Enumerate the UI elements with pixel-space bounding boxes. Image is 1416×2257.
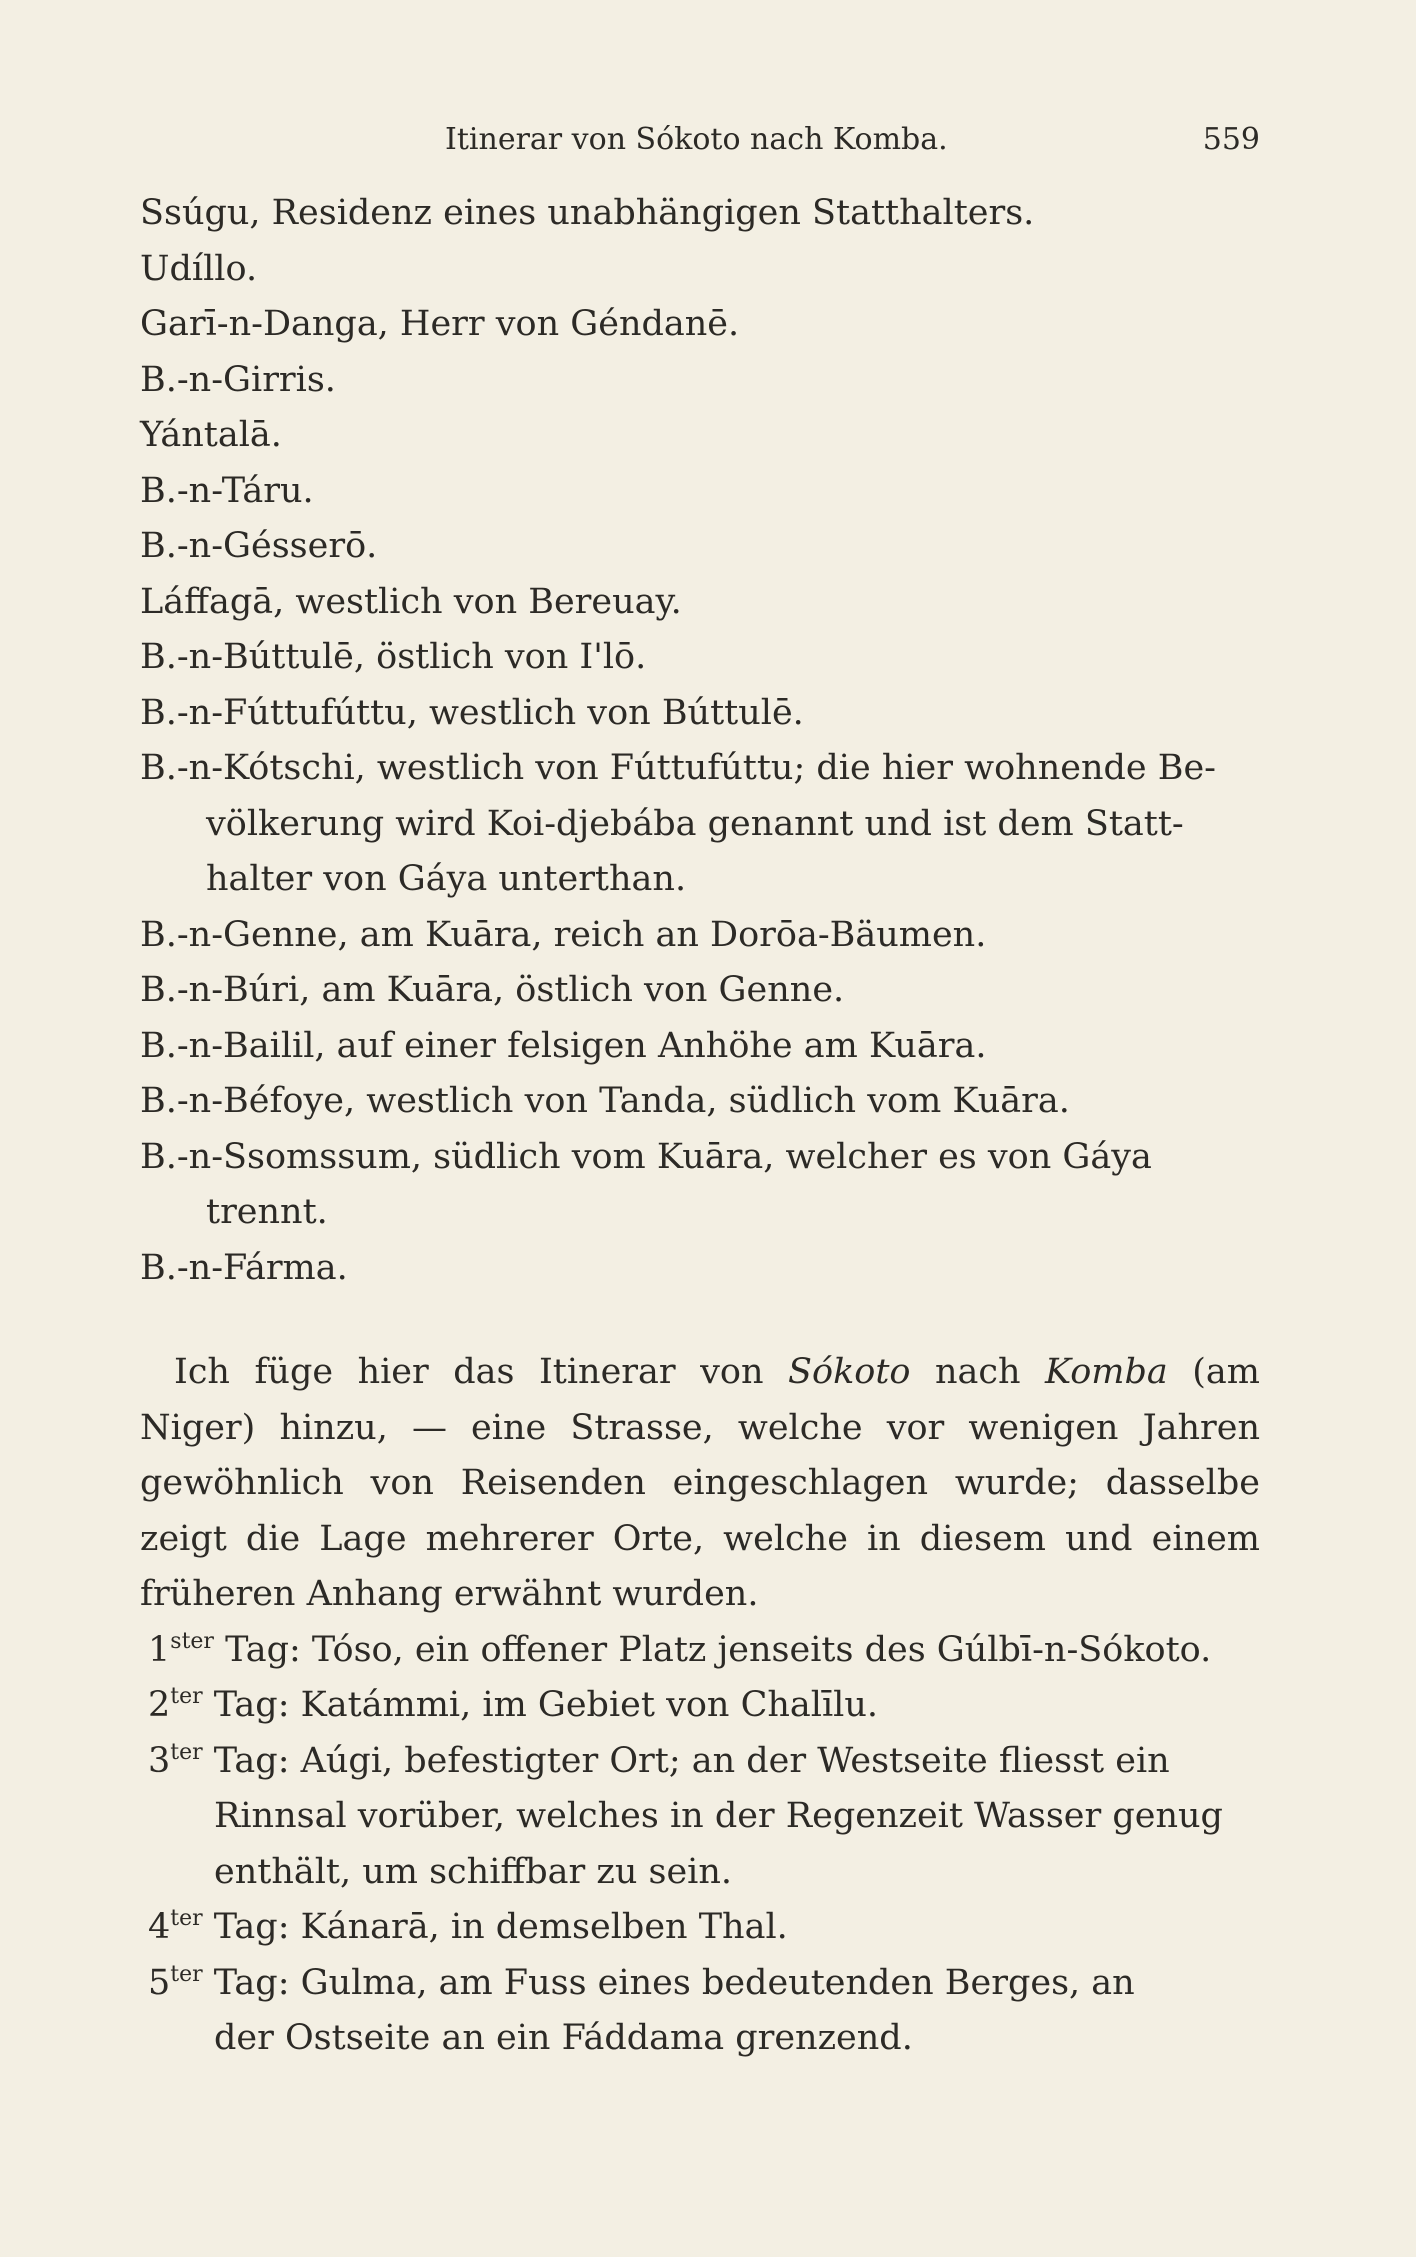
- list-item: Udíllo.: [140, 248, 258, 289]
- list-item: B.-n-Táru.: [140, 470, 314, 511]
- list-item: Yántalā.: [140, 415, 282, 455]
- running-title: Itinerar von Sókoto nach Komba.: [445, 122, 948, 157]
- list-item: B.-n-Genne, am Kuāra, reich an Dorōa-Bäumen.: [140, 914, 987, 955]
- intro-paragraph: Ich füge hier das Itinerar von Sókoto nach Komba (am Niger) hinzu, — eine Strasse, welche vor wenigen Jahren gewöhnlich von Reisenden eingeschlagen wurde; dasselbe zeigt die Lage mehrerer Orte, welche in diesem und einem früheren Anhang erwähnt wurden.: [140, 1352, 1260, 1614]
- list-item: Garī-n-Danga, Herr von Géndanē.: [140, 304, 740, 344]
- list-item: B.-n-Bailil, auf einer felsigen Anhöhe am Kuāra.: [140, 1025, 987, 1066]
- day-item: $2^{ter}$ Tag: Katámmi, im Gebiet von Chalīlu.: [148, 1684, 879, 1725]
- list-item: B.-n-Béfoye, westlich von Tanda, südlich vom Kuāra.: [140, 1081, 1070, 1121]
- page-body: [140, 186, 1260, 2067]
- list-item: Láffagā, westlich von Bereuay.: [140, 581, 682, 622]
- day-item: $5^{ter}$ Tag: Gulma, am Fuss eines bedeutenden Berges, an der Ostseite an ein Fáddama grenzend.: [148, 1961, 1135, 2058]
- day-item: $1^{ster}$ Tag: Tóso, ein offener Platz jenseits des Gúlbī-n-Sókoto.: [148, 1628, 1212, 1670]
- page-header: [140, 118, 1260, 162]
- page-number: 559: [1202, 122, 1260, 157]
- list-item: B.-n-Fárma.: [140, 1247, 348, 1288]
- list-item: B.-n-Búri, am Kuāra, östlich von Genne.: [140, 970, 845, 1010]
- day-list: [140, 1623, 1260, 2067]
- day-item: $4^{ter}$ Tag: Kánarā, in demselben Thal.: [148, 1906, 788, 1947]
- list-item: B.-n-Ssomssum, südlich vom Kuāra, welcher es von Gáya trennt.: [140, 1136, 1152, 1232]
- place-list: [140, 186, 1260, 1296]
- list-item: B.-n-Girris.: [140, 359, 336, 400]
- list-item: B.-n-Gésserō.: [140, 526, 378, 566]
- list-item: B.-n-Fúttufúttu, westlich von Búttulē.: [140, 692, 804, 733]
- day-item: $3^{ter}$ Tag: Aúgi, befestigter Ort; an der Westseite fliesst ein Rinnsal vorüber, welches in der Regenzeit Wasser genug enthält, um schiffbar zu sein.: [148, 1739, 1223, 1892]
- list-item: B.-n-Búttulē, östlich von I'lō.: [140, 637, 647, 677]
- list-item: Ssúgu, Residenz eines unabhängigen Statthalters.: [140, 193, 1035, 233]
- list-item: B.-n-Kótschi, westlich von Fúttufúttu; die hier wohnende Be- völkerung wird Koi-djebába genannt und ist dem Statt- halter von Gáya unterthan.: [140, 748, 1216, 899]
